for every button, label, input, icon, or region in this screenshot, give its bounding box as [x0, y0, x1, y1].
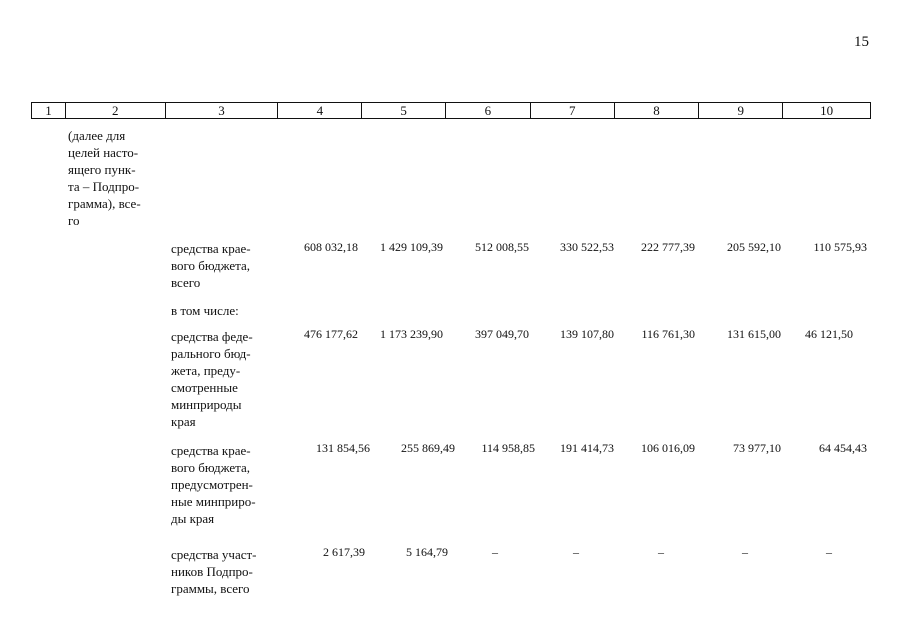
header-col-1: 1	[32, 103, 66, 118]
header-col-9: 9	[699, 103, 783, 118]
table-cell: 512 008,55	[475, 240, 529, 254]
table-cell: 106 016,09	[641, 441, 695, 455]
table-cell: 222 777,39	[641, 240, 695, 254]
table-cell: 46 121,50	[805, 327, 853, 341]
row-label: средства участ- ников Подпро- граммы, всего	[171, 547, 257, 596]
header-col-5: 5	[362, 103, 446, 118]
table-header-row	[31, 102, 871, 119]
table-cell: 64 454,43	[819, 441, 867, 455]
subprogram-description: (далее для целей насто- ящего пунк- та – Подпро- грамма), все- го	[68, 128, 141, 228]
table-cell: –	[573, 545, 579, 559]
table-cell: 476 177,62	[304, 327, 358, 341]
table-cell: 73 977,10	[733, 441, 781, 455]
table-cell: –	[826, 545, 832, 559]
table-cell: 330 522,53	[560, 240, 614, 254]
table-cell: 5 164,79	[406, 545, 448, 559]
page-number: 15	[854, 34, 869, 50]
table-cell: 110 575,93	[813, 240, 867, 254]
header-col-7: 7	[531, 103, 615, 118]
header-col-8: 8	[615, 103, 700, 118]
header-col-3: 3	[166, 103, 279, 118]
header-col-10: 10	[820, 103, 834, 118]
table-cell: –	[492, 545, 498, 559]
table-cell: 1 173 239,90	[380, 327, 443, 341]
row-label: средства феде- рального бюд- жета, преду- смотренные минприроды края	[171, 329, 253, 429]
table-cell: 608 032,18	[304, 240, 358, 254]
table-cell: 114 958,85	[481, 441, 535, 455]
header-col-4: 4	[278, 103, 362, 118]
table-cell: 205 592,10	[727, 240, 781, 254]
table-cell: 131 854,56	[316, 441, 370, 455]
row-label: средства крае- вого бюджета, всего	[171, 241, 251, 290]
table-cell: 255 869,49	[401, 441, 455, 455]
table-cell: 2 617,39	[323, 545, 365, 559]
table-cell: 397 049,70	[475, 327, 529, 341]
row-label: в том числе:	[171, 303, 239, 318]
table-cell: 191 414,73	[560, 441, 614, 455]
table-cell: –	[658, 545, 664, 559]
header-col-2: 2	[66, 103, 166, 118]
table-cell: 116 761,30	[641, 327, 695, 341]
table-cell: –	[742, 545, 748, 559]
table-cell: 139 107,80	[560, 327, 614, 341]
row-label: средства крае- вого бюджета, предусмотрен- ные минприро- ды края	[171, 443, 256, 526]
header-col-6: 6	[446, 103, 531, 118]
table-cell: 1 429 109,39	[380, 240, 443, 254]
table-cell: 131 615,00	[727, 327, 781, 341]
